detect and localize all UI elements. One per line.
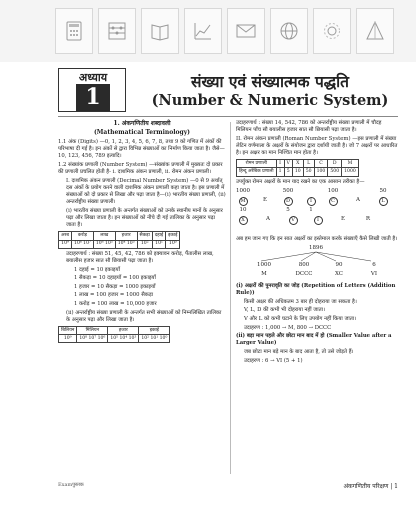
- rule-example: उदाहरण : 1,000 → M, 800 → DCCC: [244, 324, 332, 331]
- table-cell: 10⁶ 10⁵: [93, 240, 115, 248]
- settings-icon: [313, 8, 351, 54]
- geometry-icon: [356, 8, 394, 54]
- diagram-value: 500: [282, 187, 294, 194]
- mnemonic-diagram: [236, 188, 398, 234]
- tree-number: 6: [372, 261, 376, 268]
- table-header-cell: बिलियन: [59, 327, 77, 335]
- globe-icon: [270, 8, 308, 54]
- diagram-letter: M: [240, 197, 246, 204]
- list-item: 1 करोड़ = 100 लाख = 10,000 हजार: [74, 301, 157, 308]
- envelope-icon: [227, 8, 265, 54]
- diagram-letter: L: [376, 197, 390, 206]
- page-footer: [58, 482, 398, 492]
- rule-bullet: किसी अक्षर की अधिकतम 3 बार ही दोहराया जा सकता है।: [244, 298, 357, 305]
- rule-bullet: V, L, D की कभी भी दोहराया नहीं जाता।: [244, 307, 326, 314]
- list-item: 1 सैकड़ा = 10 दहाइयाँ = 100 इकाइयाँ: [74, 275, 156, 282]
- rule-bullet: V और L को कभी घटाने के लिए उपयोग नहीं किया जाता।: [244, 315, 357, 322]
- table-header-cell: इकाई: [166, 232, 180, 240]
- graph-icon: [184, 8, 222, 54]
- number-system-paragraph: 1.2 संख्यांक प्रणाली (Number System) —संख्यांक प्रणाली में मुख्यतः दो प्रकार की प्रणाली प्रचलित होती है- i. दाशमिक अंकन प्रणाली, ii. रोमन अंकन प्रणाली।: [58, 162, 223, 176]
- rule-paragraph: जब छोटा मान बड़े मान के बाद आता है, तो उसे जोड़ते हैं।: [244, 348, 354, 355]
- digits-paragraph: 1.1 अंक (Digits) —0, 1, 2, 3, 4, 5, 6, 7, 8, तथा 9 को गणित में अंकों की परिभाषा दी गई है। इन अंकों से द्वारा विभिन्न संख्याओं का निर्माण किया जाता है। जैसे—10, 123, 456, 789 इत्यादि।: [58, 139, 225, 160]
- indian-place-value-table: [58, 231, 180, 248]
- chapter-number: 1: [76, 84, 110, 111]
- calculator-icon: [55, 8, 93, 54]
- diagram-value: 1: [309, 206, 313, 213]
- tree-number: 90: [335, 261, 343, 268]
- table-cell: 10² 10¹ 10⁰: [139, 335, 170, 343]
- diagram-value: 10: [239, 206, 247, 213]
- tree-roman: VI: [370, 270, 378, 277]
- table-cell: 500: [328, 168, 342, 176]
- diagram-letter: A: [356, 196, 360, 203]
- diagram-letter: I: [304, 197, 318, 206]
- diagram-value: 1000: [236, 187, 250, 194]
- list-item: 1 दहाई = 10 इकाइयाँ: [74, 266, 120, 273]
- table-cell: C: [314, 160, 328, 168]
- table-cell: 10⁵ 10⁴ 10³: [108, 335, 139, 343]
- diagram-value: 100: [327, 187, 339, 194]
- table-header-cell: लाख: [93, 232, 115, 240]
- chapter-label: अध्याय: [78, 71, 108, 84]
- table-cell: 10⁴ 10³: [115, 240, 137, 248]
- book-icon: [141, 8, 179, 54]
- table-cell: 10²: [137, 240, 152, 248]
- table-cell: 5: [284, 168, 292, 176]
- abacus-icon: [98, 8, 136, 54]
- tree-roman: DCCC: [295, 270, 313, 277]
- example-paragraph: उदाहरणार्थ : संख्या 51, 45, 42, 786 को इक्यावन करोड़, पैंतालीस लाख, बयालीस हजार सात सौ छियासी पढ़ा जाता है।: [66, 250, 214, 264]
- table-header-cell: हजार: [108, 327, 139, 335]
- footer-page-label: अंकगणितीय परिक्षण | 1: [343, 483, 398, 490]
- tree-root: 1896: [309, 244, 323, 251]
- international-example-paragraph: उदाहरणार्थ : संख्या 14, 542, 786 को अन्तर्राष्ट्रीय संख्या प्रणाली में चौदह मिलियन पाँच सौ बयालीस हजार सात सौ छियासी पढ़ा जाता है।: [236, 120, 382, 134]
- diagram-letter: A: [266, 215, 270, 222]
- table-cell: I: [276, 160, 284, 168]
- expansion-tree: [236, 245, 398, 281]
- diagram-letter: D: [281, 197, 295, 206]
- decimal-system-paragraph: I. दाशमिक अंकन प्रणाली (Decimal Number System) —0 से 9 अर्थात् दस अंकों के प्रयोग करने वाली दाशमिक अंकन प्रणाली कहा जाता है। इस प्रणाली में संख्याओं को दो प्रकार से लिखा और पढ़ा जाता है—(i) भारतीय संख्या प्रणाली, (ii) अन्तर्राष्ट्रीय संख्या प्रणाली।: [66, 177, 226, 206]
- table-header-cell: इकाई: [139, 327, 170, 335]
- diagram-letter: C: [326, 197, 340, 206]
- roman-value-table: [236, 159, 359, 176]
- tree-roman: XC: [334, 270, 344, 277]
- roman-system-paragraph: II. रोमन अंकन प्रणाली (Roman Number System) —इस प्रणाली में संख्या लेटिन वर्णमाला के अक्षरों के संयोजन द्वारा दर्शायी जाती है। जो 7 अक्षरों पर आधारित है। इन अक्षर का मान निश्चित मान होता है।: [236, 135, 398, 157]
- table-cell: 10¹: [152, 240, 165, 248]
- chapter-title-hindi: संख्या एवं संख्यात्मक पद्धति: [190, 72, 350, 91]
- diagram-value: 50: [379, 187, 387, 194]
- table-cell: हिन्दू अरेबिक प्रणाली: [237, 168, 277, 176]
- mnemonic-outro: अब हम जान गए कि इन सात अक्षरों का इस्तेमाल करके संख्याएँ कैसे लिखी जाती है।: [236, 235, 398, 242]
- table-cell: V: [284, 160, 292, 168]
- title-rule: [58, 116, 398, 117]
- diagram-letter: E: [262, 196, 267, 203]
- indian-system-paragraph: (i) भारतीय संख्या प्रणाली के अन्तर्गत संख्याओं को उनके स्थानीय मानों के अनुसार पढ़ा और लिखा जाता है। इन संख्याओं को नीचे दी गई तालिका के अनुसार पढ़ा जाता है।: [66, 207, 223, 229]
- diagram-letter: E: [340, 215, 345, 222]
- table-header-cell: मिलियन: [77, 327, 108, 335]
- table-header-cell: हजार: [115, 232, 137, 240]
- list-item: 1 लाख = 100 हजार = 1000 सैकड़ा: [74, 292, 154, 299]
- table-cell: 10⁸ 10⁷ 10⁶: [77, 335, 108, 343]
- table-cell: L: [303, 160, 314, 168]
- diagram-letter: V: [286, 216, 300, 225]
- left-column: [58, 120, 226, 345]
- list-item: 1 हजार = 10 सैकड़ा = 1000 इकाइयाँ: [74, 283, 156, 290]
- diagram-letter: I: [311, 216, 325, 225]
- header-icon-row: [55, 8, 400, 54]
- table-cell: M: [342, 160, 359, 168]
- column-divider: [230, 122, 231, 474]
- tree-roman: M: [261, 270, 267, 277]
- rule-heading: (i) अक्षरों की पुनरावृति का जोड़ (Repetition of Letters (Addition Rule)): [236, 282, 396, 296]
- publisher-logo: Examपुस्तक: [58, 482, 84, 488]
- right-column: [236, 120, 398, 366]
- international-system-paragraph: (ii) अन्तर्राष्ट्रीय संख्या प्रणाली के अन्तर्गत सभी संख्याओं को निम्नलिखित तालिका के अनुसार पढ़ा और लिखा जाता है।: [66, 309, 222, 323]
- diagram-letter: R: [365, 215, 371, 222]
- table-cell: 10⁸ 10⁷: [72, 240, 94, 248]
- section-heading-english: (Mathematical Terminology): [93, 129, 191, 137]
- table-header-cell: सैकड़ा: [137, 232, 152, 240]
- table-cell: रोमन प्रणाली: [237, 160, 277, 168]
- international-place-value-table: [58, 326, 170, 343]
- table-cell: 1: [276, 168, 284, 176]
- section-heading-hindi: 1. अंकगणितीय शब्दावली: [113, 120, 171, 127]
- mnemonic-intro: उपर्युक्त रोमन अक्षरों के मान याद रखने का एक आसान तरीका है—: [236, 178, 365, 185]
- table-cell: 10⁹: [59, 240, 72, 248]
- table-cell: X: [292, 160, 303, 168]
- table-cell: 100: [314, 168, 328, 176]
- diagram-value: 5: [286, 206, 290, 213]
- rule-example: उदाहरण : 6 → VI (5 + 1): [244, 357, 303, 364]
- tree-number: 1000: [257, 261, 271, 268]
- table-cell: 10: [292, 168, 303, 176]
- table-header-cell: दहाई: [152, 232, 165, 240]
- table-cell: 1000: [342, 168, 359, 176]
- chapter-title-english: (Number & Numeric System): [151, 92, 389, 109]
- table-header-cell: करोड़: [72, 232, 94, 240]
- table-cell: 10⁰: [166, 240, 180, 248]
- table-cell: 50: [303, 168, 314, 176]
- tree-number: 800: [298, 261, 310, 268]
- table-cell: 10⁹: [59, 335, 77, 343]
- diagram-letter: X: [236, 216, 250, 225]
- chapter-box: [58, 68, 126, 112]
- table-cell: D: [328, 160, 342, 168]
- table-header-cell: अरब: [59, 232, 72, 240]
- rule-heading: (ii) बड़ा मान पहले और छोटा मान बाद में हो (Smaller Value after a Larger Value): [236, 333, 392, 347]
